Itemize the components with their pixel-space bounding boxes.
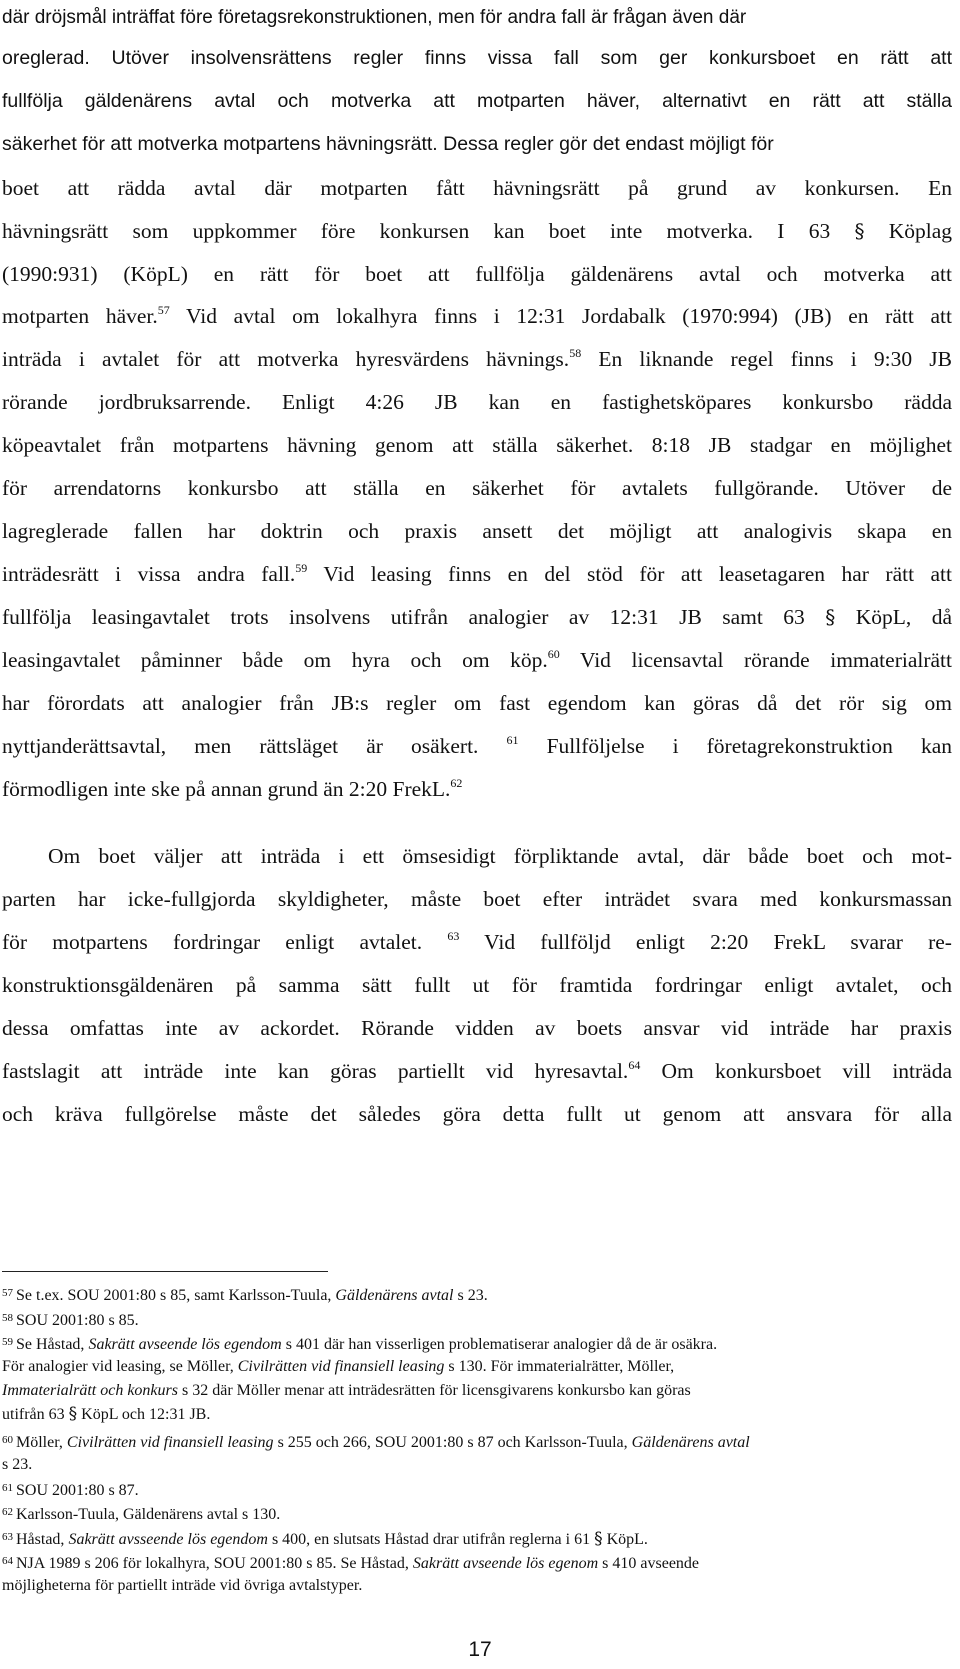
footnote-ref: 63 [447, 929, 460, 943]
text-span: för arrendatorns konkursbo att ställa en säkerhet för avtalets fullgörande. Utöver de [2, 476, 952, 500]
text-line [2, 881, 952, 917]
text-span: säkerhet för att motverka motpartens hävningsrätt. [2, 133, 438, 155]
footnote-number: 63 [2, 1531, 13, 1543]
footnote-number: 61 [2, 1482, 13, 1494]
footnote-text: s 32 där Möller menar att inträdesrätten för licensgivarens konkursbo kan göras [177, 1382, 691, 1399]
footnote-text: s 400, en slutsats Håstad drar utifrån reglerna i 61 [267, 1531, 595, 1548]
text-span: Vid licensavtal rörande immaterialrätt [579, 648, 952, 672]
footnote-ref: 59 [295, 561, 308, 575]
text-span: Köplag [888, 219, 952, 243]
footnote-text: utifrån 63 [2, 1406, 69, 1423]
text-line [2, 126, 952, 162]
footnote-text: Se Håstad, [16, 1336, 89, 1353]
text-span: Vid leasing finns en del stöd för att leasetagaren har rätt att [323, 562, 953, 586]
section-sign: § [68, 1404, 78, 1424]
text-line [2, 1053, 952, 1089]
footnote-ref: 62 [450, 776, 463, 790]
text-span: fastslagit att inträde inte kan göras partiellt vid hyresavtal. [2, 1059, 629, 1083]
footnote-text: Karlsson-Tuula, Gäldenärens avtal s 130. [16, 1506, 281, 1523]
footnote-text: KöpL. [602, 1531, 648, 1548]
footnote-text: NJA 1989 s 206 för lokalhyra, SOU 2001:80 s 85. Se Håstad, [16, 1555, 413, 1572]
footnote [2, 1332, 952, 1355]
footnote-title: Sakrätt avsseende lös egendom [68, 1531, 268, 1548]
footnote-ref: 57 [157, 303, 170, 317]
section-sign: § [854, 219, 865, 243]
footnote-ref: 61 [506, 733, 519, 747]
footnote [2, 1551, 952, 1574]
footnote-text: s 410 avseende [598, 1555, 700, 1572]
footnote-number: 57 [2, 1287, 13, 1299]
text-span: har förordats att analogier från JB:s regler om fast egendom kan göras då det rör sig om [2, 691, 952, 715]
text-span: inträda i avtalet för att motverka hyresvärdens hävnings. [2, 347, 570, 371]
text-span: Vid avtal om lokalhyra finns i 12:31 Jordabalk (1970:994) (JB) en rätt att [186, 304, 952, 328]
text-line [2, 642, 952, 678]
footnote-title: Sakrätt avseende lös egendom [88, 1336, 282, 1353]
footnote-text: För analogier vid leasing, se Möller, [2, 1358, 238, 1375]
text-span: Om konkursboet vill inträda [661, 1059, 953, 1083]
text-span: konstruktionsgäldenären på samma sätt fullt ut för framtida fordringar enligt avtalet, och [2, 973, 952, 997]
text-line [2, 298, 952, 334]
footnote-text: SOU 2001:80 s 85. [16, 1312, 139, 1329]
footnote-text: KöpL och 12:31 JB. [77, 1406, 211, 1423]
text-line [2, 685, 952, 721]
text-span: förmodligen inte ske på annan grund än 2:20 FrekL. [2, 777, 451, 801]
text-line [2, 341, 952, 377]
text-line [2, 83, 952, 119]
footnote [2, 1404, 952, 1425]
footnote-ref: 60 [547, 647, 560, 661]
text-span: lagreglerade fallen har doktrin och praxis ansett det möjligt att analogivis skapa en [2, 519, 952, 543]
footnote [2, 1283, 952, 1306]
text-span: nyttjanderättsavtal, men rättsläget är osäkert. [2, 734, 479, 758]
text-span: för motpartens fordringar enligt avtalet. [2, 930, 423, 954]
text-line [2, 771, 952, 807]
text-line [2, 513, 952, 549]
text-span: KöpL, då [855, 605, 952, 629]
footnote-text: Möller, [16, 1434, 67, 1451]
footnote [2, 1308, 952, 1331]
footnote-text: s 255 och 266, SOU 2001:80 s 87 och Karlsson-Tuula, [273, 1434, 632, 1451]
footnote-separator [2, 1271, 328, 1272]
text-span: oreglerad. Utöver insolvensrättens regler finns vissa fall som ger konkursboet en rätt att [2, 47, 952, 69]
footnote-text: Håstad, [16, 1531, 69, 1548]
footnote-text: möjligheterna för partiellt inträde vid övriga avtalstyper. [2, 1577, 363, 1594]
text-line [2, 0, 952, 36]
footnote-number: 62 [2, 1506, 13, 1518]
footnote [2, 1454, 952, 1475]
footnote-title: Immaterialrätt och konkurs [2, 1382, 178, 1399]
footnote-number: 59 [2, 1336, 13, 1348]
text-span: Fullföljelse i företagrekonstruktion kan [546, 734, 953, 758]
footnote-title: Civilrätten vid finansiell leasing [66, 1434, 274, 1451]
footnote-text: s 23. [453, 1287, 488, 1304]
text-line [48, 838, 952, 874]
footnote-number: 60 [2, 1434, 13, 1446]
footnote [2, 1356, 952, 1377]
footnote-text: SOU 2001:80 s 87. [16, 1482, 139, 1499]
footnote-title: Gäldenärens avtal [631, 1434, 750, 1451]
text-line [2, 1010, 952, 1046]
text-line [2, 256, 952, 292]
footnote [2, 1430, 952, 1453]
footnote-title: Sakrätt avseende lös egenom [412, 1555, 599, 1572]
text-span: inträdesrätt i vissa andra fall. [2, 562, 296, 586]
footnote [2, 1478, 952, 1501]
text-span: där dröjsmål inträffat före företagsrekonstruktionen, men för andra fall är frågan även där [2, 7, 747, 28]
text-line [2, 213, 952, 249]
text-span: Om boet väljer att inträda i ett ömsesidigt förpliktande avtal, där både boet och mot- [48, 844, 952, 868]
text-line [2, 427, 952, 463]
footnote-title: Civilrätten vid finansiell leasing [237, 1358, 445, 1375]
page-number: 17 [468, 1638, 492, 1661]
footnote-text: s 401 där han visserligen problematiserar analogier då de är osäkra. [281, 1336, 718, 1353]
text-line [2, 728, 952, 764]
footnote-text: Se t.ex. SOU 2001:80 s 85, samt Karlsson-Tuula, [16, 1287, 336, 1304]
text-span: parten har icke-fullgjorda skyldigheter, måste boet efter inträdet svara med konkursmassan [2, 887, 952, 911]
text-span: Vid fullföljd enligt 2:20 FrekL svarar re- [484, 930, 952, 954]
footnote-number: 64 [2, 1555, 13, 1567]
text-span: rörande jordbruksarrende. Enligt 4:26 JB kan en fastighetsköpares konkursbo rädda [2, 390, 952, 414]
footnote-text: s 23. [2, 1456, 33, 1473]
text-line [2, 599, 952, 635]
text-line [2, 967, 952, 1003]
footnote-text: s 130. För immaterialrätter, Möller, [444, 1358, 675, 1375]
footnote [2, 1380, 952, 1401]
text-line [2, 170, 952, 206]
text-span: Dessa regler gör det endast möjligt för [443, 133, 774, 155]
section-sign: § [594, 1529, 603, 1549]
text-line [2, 556, 952, 592]
footnote [2, 1575, 952, 1596]
footnote-number: 58 [2, 1312, 13, 1324]
text-span: boet att rädda avtal där motparten fått hävningsrätt på grund av konkursen. En [2, 176, 952, 200]
text-span: fullfölja gäldenärens avtal och motverka att motparten häver, alternativt en rätt att ställa [2, 90, 952, 112]
text-span: hävningsrätt som uppkommer före konkursen kan boet inte motverka. I 63 [2, 219, 831, 243]
section-sign: § [825, 605, 836, 629]
text-line [2, 384, 952, 420]
text-span: köpeavtalet från motpartens hävning genom att ställa säkerhet. 8:18 JB stadgar en möjlighet [2, 433, 952, 457]
footnote-ref: 64 [628, 1058, 641, 1072]
text-span: och kräva fullgörelse måste det således göra detta fullt ut genom att ansvara för alla [2, 1102, 952, 1126]
footnote [2, 1502, 952, 1525]
text-line [2, 40, 952, 76]
text-span: En liknande regel finns i 9:30 JB [598, 347, 953, 371]
text-line [2, 1096, 952, 1132]
text-span: motparten häver. [2, 304, 158, 328]
text-span: fullfölja leasingavtalet trots insolvens utifrån analogier av 12:31 JB samt 63 [2, 605, 805, 629]
footnote [2, 1527, 952, 1550]
text-span: dessa omfattas inte av ackordet. Rörande vidden av boets ansvar vid inträde har praxis [2, 1016, 952, 1040]
text-line [2, 470, 952, 506]
footnote-ref: 58 [569, 346, 582, 360]
text-line [2, 924, 952, 960]
footnote-title: Gäldenärens avtal [335, 1287, 454, 1304]
text-span: (1990:931) (KöpL) en rätt för boet att fullfölja gäldenärens avtal och motverka att [2, 262, 952, 286]
text-span: leasingavtalet påminner både om hyra och om köp. [2, 648, 548, 672]
